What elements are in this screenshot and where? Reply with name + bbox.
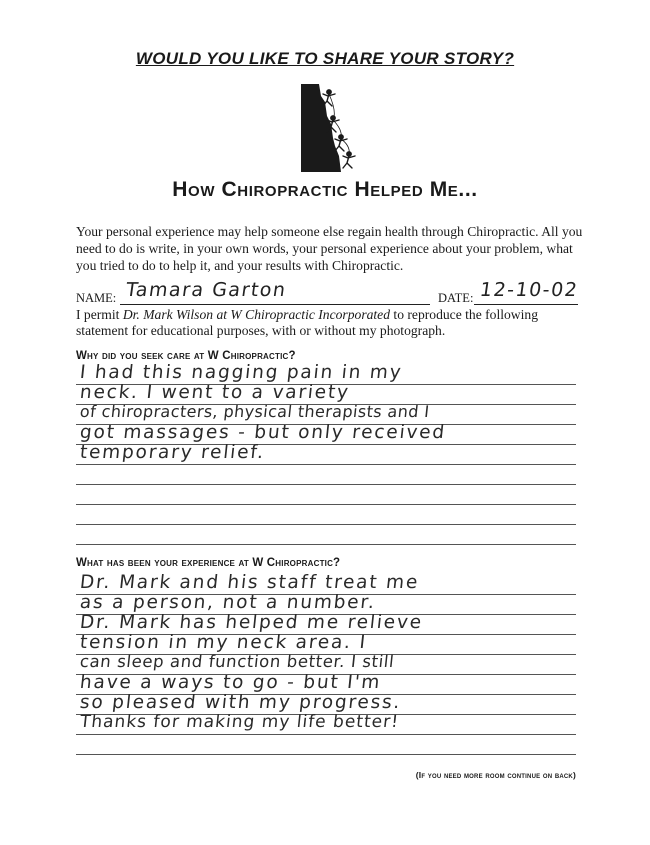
answer-1-line: of chiropracters, physical therapists and I xyxy=(79,402,431,421)
answer-2-line: so pleased with my progress. xyxy=(78,692,403,713)
answer-rule xyxy=(76,754,576,755)
name-field-line[interactable] xyxy=(120,304,430,305)
answer-2-line: have a ways to go - but I'm xyxy=(78,672,383,693)
answer-rule xyxy=(76,544,576,545)
continue-on-back-note: (If you need more room continue on back) xyxy=(415,770,576,780)
name-value: Tamara Garton xyxy=(124,279,289,301)
permission-statement: I permit Dr. Mark Wilson at W Chiropractic Incorporated to reproduce the following statement for educational purposes, with or without my photograph. xyxy=(76,307,538,338)
answer-rule xyxy=(76,464,576,465)
name-label: NAME: xyxy=(76,291,117,305)
answer-1-line: neck. I went to a variety xyxy=(78,382,351,403)
question-1: Why did you seek care at W Chiropractic? xyxy=(76,350,296,362)
form-title: How Chiropractic Helped Me... xyxy=(172,178,478,201)
answer-2-line: Dr. Mark has helped me relieve xyxy=(78,612,424,633)
answer-2-line: as a person, not a number. xyxy=(78,592,377,613)
answer-1-line: got massages - but only received xyxy=(78,422,448,443)
answer-2-line: Thanks for making my life better! xyxy=(78,712,400,732)
question-2: What has been your experience at W Chiropractic? xyxy=(76,557,341,569)
answer-rule xyxy=(76,734,576,735)
date-field-line[interactable] xyxy=(474,304,578,305)
answer-2-line: can sleep and function better. I still xyxy=(79,652,396,671)
doctor-name: Dr. Mark Wilson at W Chiropractic Incorporated xyxy=(122,307,391,322)
form-header: WOULD YOU LIKE TO SHARE YOUR STORY? xyxy=(135,49,515,68)
answer-rule xyxy=(76,524,576,525)
intro-paragraph: Your personal experience may help someone else regain health through Chiropractic. All you need to do is write, in your own words, your personal experience about your problem, what you tried to do to help it, and your results with Chiropractic. xyxy=(76,224,583,273)
climbers-logo-icon xyxy=(299,82,361,174)
answer-rule xyxy=(76,484,576,485)
answer-1-line: temporary relief. xyxy=(78,442,267,463)
answer-2-line: tension in my neck area. I xyxy=(78,632,368,653)
date-label: DATE: xyxy=(438,291,474,305)
answer-2-line: Dr. Mark and his staff treat me xyxy=(78,572,421,593)
answer-rule xyxy=(76,504,576,505)
date-value: 12-10-02 xyxy=(478,279,580,301)
answer-1-line: I had this nagging pain in my xyxy=(78,362,404,383)
